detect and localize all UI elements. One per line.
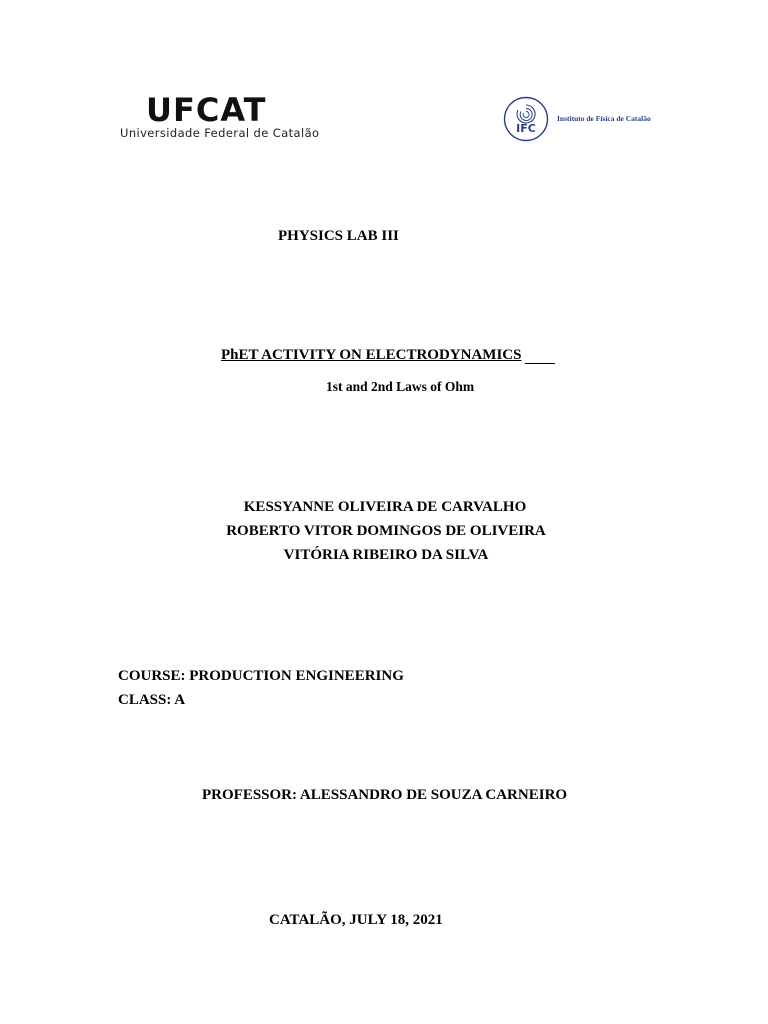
course-line: COURSE: PRODUCTION ENGINEERING — [118, 668, 404, 684]
ifc-emblem-icon — [503, 96, 549, 142]
ufcat-logo — [118, 92, 318, 142]
course-title: PHYSICS LAB III — [278, 228, 399, 244]
author-name: ROBERTO VITOR DOMINGOS DE OLIVEIRA — [226, 523, 546, 539]
title-underline-rule — [525, 349, 555, 364]
ufcat-logo-name: UFCAT — [146, 91, 267, 129]
activity-title — [221, 346, 555, 364]
author-name: VITÓRIA RIBEIRO DA SILVA — [283, 547, 489, 563]
ufcat-logo-subtitle: Universidade Federal de Catalão — [120, 126, 320, 140]
author-list — [0, 498, 768, 564]
author-name: KESSYANNE OLIVEIRA DE CARVALHO — [243, 499, 527, 515]
ifc-logo-name: Instituto de Física de Catalão — [557, 114, 651, 123]
ifc-emblem-text: IFC — [516, 122, 536, 135]
activity-title-text: PhET ACTIVITY ON ELECTRODYNAMICS — [221, 347, 522, 363]
place-date: CATALÃO, JULY 18, 2021 — [269, 912, 443, 928]
professor-line: PROFESSOR: ALESSANDRO DE SOUZA CARNEIRO — [202, 787, 568, 803]
class-line: CLASS: A — [118, 692, 186, 708]
activity-subtitle: 1st and 2nd Laws of Ohm — [326, 379, 475, 394]
ifc-logo — [503, 96, 663, 146]
